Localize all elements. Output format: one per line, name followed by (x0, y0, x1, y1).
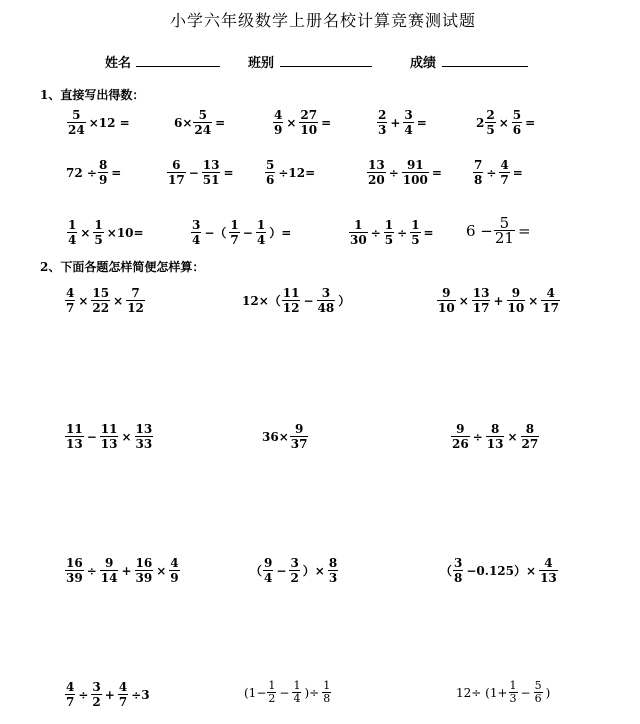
frac-num: 13 (368, 158, 385, 172)
q2-expr (450, 422, 540, 451)
frac-den: 9 (170, 571, 179, 585)
frac-den: 21 (494, 229, 514, 247)
score-field[interactable] (442, 52, 528, 67)
frac-den: 5 (94, 233, 103, 247)
q1-expr (166, 158, 236, 187)
frac-num: 8 (490, 422, 500, 436)
frac-den: 13 (100, 437, 118, 451)
operator: + (104, 687, 115, 702)
frac-num: 5 (534, 679, 542, 692)
frac-num: 4 (66, 680, 75, 694)
frac-den: 24 (68, 123, 85, 137)
frac-den: 10 (438, 301, 455, 315)
frac-num: 13 (135, 422, 153, 436)
q1-expr (472, 158, 525, 187)
name-label: 姓名 (105, 56, 132, 71)
frac-num: 1 (509, 679, 517, 692)
frac-num: 3 (192, 218, 201, 232)
prefix: 12÷ (1+ (456, 685, 508, 700)
frac-num: 3 (92, 680, 101, 694)
q1-expr (366, 158, 444, 187)
q1-expr (174, 108, 227, 137)
q2-expr (64, 680, 152, 709)
frac-den: 8 (323, 692, 331, 705)
operator: ）× (302, 564, 325, 578)
operator: ÷ (78, 687, 89, 702)
operator: ÷12= (278, 165, 316, 180)
frac-num: 11 (100, 422, 118, 436)
frac-den: 5 (384, 233, 394, 247)
operator: ） (338, 294, 351, 308)
frac-den: 7 (66, 695, 75, 709)
operator: −（ (204, 226, 227, 240)
frac-den: 4 (404, 123, 413, 137)
frac-num: 5 (266, 158, 275, 172)
frac-num: 2 (486, 108, 495, 122)
prefix: 2 (476, 115, 485, 130)
operator: − (242, 225, 253, 240)
prefix: 6 − (466, 221, 493, 240)
frac-den: 24 (194, 123, 212, 137)
frac-den: 37 (290, 437, 308, 451)
operator: + (493, 293, 504, 308)
frac-num: 4 (500, 158, 509, 172)
q1-expr (376, 108, 429, 137)
q2-expr (440, 556, 559, 585)
operator: × (121, 429, 132, 444)
frac-den: 13 (540, 571, 557, 585)
q2-expr (242, 286, 352, 315)
operator: = (223, 165, 234, 180)
frac-num: 13 (472, 286, 490, 300)
score-label: 成绩 (410, 56, 437, 71)
frac-den: 3 (328, 571, 338, 585)
frac-num: 1 (94, 218, 103, 232)
frac-den: 6 (512, 123, 522, 137)
operator: = (512, 165, 523, 180)
frac-den: 2 (290, 571, 299, 585)
frac-den: 7 (66, 301, 75, 315)
frac-num: 7 (131, 286, 140, 300)
operator: −0.125）× (466, 564, 537, 578)
operator: = (517, 221, 531, 240)
frac-num: 91 (406, 158, 424, 172)
frac-den: 6 (266, 173, 275, 187)
frac-den: 2 (92, 695, 101, 709)
frac-num: 8 (525, 422, 535, 436)
operator: × (78, 293, 89, 308)
operator: = (321, 115, 332, 130)
frac-num: 4 (274, 108, 283, 122)
operator: − (86, 429, 97, 444)
frac-den: 17 (542, 301, 559, 315)
frac-num: 1 (293, 679, 301, 692)
operator: × (458, 293, 469, 308)
operator: ÷ (397, 225, 408, 240)
q2-expr (64, 286, 146, 315)
operator: + (121, 563, 132, 578)
frac-den: 30 (350, 233, 367, 247)
operator: ）= (269, 226, 292, 240)
q2-expr (456, 680, 552, 705)
frac-den: 4 (293, 692, 301, 705)
frac-num: 9 (456, 422, 465, 436)
q1-expr (272, 108, 333, 137)
frac-num: 1 (68, 218, 77, 232)
operator: )÷ (304, 685, 320, 700)
q1-expr (66, 108, 132, 137)
frac-num: 5 (198, 108, 207, 122)
prefix: (1− (244, 685, 267, 700)
frac-den: 7 (118, 695, 128, 709)
operator: − (520, 685, 531, 700)
frac-num: 9 (294, 422, 304, 436)
frac-num: 16 (66, 556, 83, 570)
q1-expr (190, 218, 293, 247)
frac-num: 3 (321, 286, 331, 300)
frac-num: 3 (454, 556, 463, 570)
prefix: 72 ÷ (66, 165, 97, 180)
frac-den: 26 (452, 437, 469, 451)
frac-num: 8 (328, 556, 338, 570)
frac-den: 2 (268, 692, 276, 705)
frac-num: 4 (544, 556, 553, 570)
frac-den: 13 (66, 437, 83, 451)
frac-num: 2 (378, 108, 387, 122)
frac-num: 8 (98, 158, 108, 172)
operator: × (286, 115, 297, 130)
frac-den: 10 (507, 301, 525, 315)
operator: ÷ (370, 225, 381, 240)
frac-den: 8 (474, 173, 483, 187)
q2-expr (250, 556, 339, 585)
q1-expr (466, 216, 533, 245)
frac-num: 4 (118, 680, 128, 694)
frac-num: 13 (202, 158, 220, 172)
frac-num: 1 (256, 218, 266, 232)
q2-expr (244, 680, 332, 705)
frac-num: 3 (404, 108, 413, 122)
frac-den: 51 (202, 173, 220, 187)
frac-den: 39 (135, 571, 153, 585)
operator: = (431, 165, 442, 180)
operator: = (525, 115, 536, 130)
frac-den: 9 (98, 173, 108, 187)
q2-expr (64, 422, 154, 451)
frac-den: 14 (100, 571, 118, 585)
operator: × (507, 429, 518, 444)
frac-den: 9 (274, 123, 283, 137)
prefix: （ (250, 564, 263, 578)
frac-num: 6 (172, 158, 181, 172)
frac-num: 9 (264, 556, 273, 570)
operator: − (303, 293, 314, 308)
name-field[interactable] (136, 52, 220, 67)
operator: = (416, 115, 427, 130)
operator: = (111, 165, 122, 180)
frac-den: 48 (317, 301, 335, 315)
operator: ×10= (106, 225, 144, 240)
frac-num: 5 (512, 108, 522, 122)
frac-den: 20 (368, 173, 385, 187)
operator: × (156, 563, 167, 578)
prefix: 12×（ (242, 294, 281, 308)
frac-den: 8 (454, 571, 463, 585)
frac-den: 4 (192, 233, 201, 247)
prefix: 6× (174, 115, 193, 130)
frac-num: 15 (92, 286, 110, 300)
frac-num: 1 (354, 218, 363, 232)
q1-expr (66, 218, 146, 247)
q2-expr (64, 556, 181, 585)
frac-den: 39 (66, 571, 83, 585)
operator: − (276, 563, 287, 578)
frac-den: 17 (168, 173, 185, 187)
frac-den: 3 (509, 692, 517, 705)
section1-heading: 1、直接写出得数： (40, 88, 145, 102)
operator: × (498, 115, 509, 130)
prefix: 36× (262, 429, 289, 444)
operator: = (215, 115, 226, 130)
prefix: （ (440, 564, 453, 578)
class-field[interactable] (280, 52, 372, 67)
frac-den: 3 (378, 123, 387, 137)
frac-den: 5 (486, 123, 495, 137)
frac-den: 10 (300, 123, 318, 137)
frac-num: 5 (499, 214, 510, 232)
operator: − (188, 165, 199, 180)
frac-den: 13 (486, 437, 504, 451)
operator: − (279, 685, 290, 700)
section2-heading: 2、下面各题怎样简便怎样算： (40, 260, 205, 274)
frac-num: 7 (474, 158, 483, 172)
frac-den: 12 (127, 301, 144, 315)
frac-num: 11 (282, 286, 300, 300)
frac-den: 4 (68, 233, 77, 247)
page-title: 小学六年级数学上册名校计算竞赛测试题 (170, 11, 477, 30)
frac-den: 7 (500, 173, 509, 187)
frac-num: 3 (290, 556, 299, 570)
frac-num: 9 (511, 286, 521, 300)
frac-den: 12 (282, 301, 300, 315)
frac-num: 16 (135, 556, 153, 570)
q1-expr (348, 218, 436, 247)
q1-expr (66, 158, 123, 187)
frac-num: 9 (104, 556, 114, 570)
frac-num: 4 (66, 286, 75, 300)
operator: ÷ (486, 165, 497, 180)
frac-num: 1 (230, 218, 239, 232)
frac-den: 17 (472, 301, 490, 315)
frac-num: 1 (268, 679, 276, 692)
frac-num: 4 (170, 556, 179, 570)
q1-expr (264, 158, 317, 187)
frac-num: 11 (66, 422, 83, 436)
operator: = (423, 225, 434, 240)
operator: × (80, 225, 91, 240)
operator: × (113, 293, 124, 308)
frac-num: 5 (72, 108, 81, 122)
frac-num: 27 (300, 108, 318, 122)
q1-expr (476, 108, 537, 137)
frac-den: 33 (135, 437, 153, 451)
frac-num: 1 (384, 218, 394, 232)
frac-num: 9 (442, 286, 451, 300)
frac-num: 4 (546, 286, 555, 300)
operator: ÷ (472, 429, 483, 444)
frac-den: 27 (521, 437, 539, 451)
frac-num: 1 (411, 218, 420, 232)
frac-den: 6 (534, 692, 542, 705)
operator: × (528, 293, 539, 308)
frac-den: 100 (402, 173, 428, 187)
operator: ÷ (86, 563, 97, 578)
frac-den: 4 (264, 571, 273, 585)
frac-den: 7 (230, 233, 239, 247)
operator: ÷3 (131, 687, 150, 702)
frac-num: 1 (323, 679, 331, 692)
frac-den: 4 (256, 233, 266, 247)
operator: + (390, 115, 401, 130)
operator: ) (545, 685, 551, 700)
operator: ×12 = (88, 115, 130, 130)
q2-expr (262, 422, 309, 451)
q2-expr (436, 286, 561, 315)
class-label: 班别 (248, 56, 275, 71)
frac-den: 22 (92, 301, 110, 315)
frac-den: 5 (411, 233, 420, 247)
operator: ÷ (388, 165, 399, 180)
